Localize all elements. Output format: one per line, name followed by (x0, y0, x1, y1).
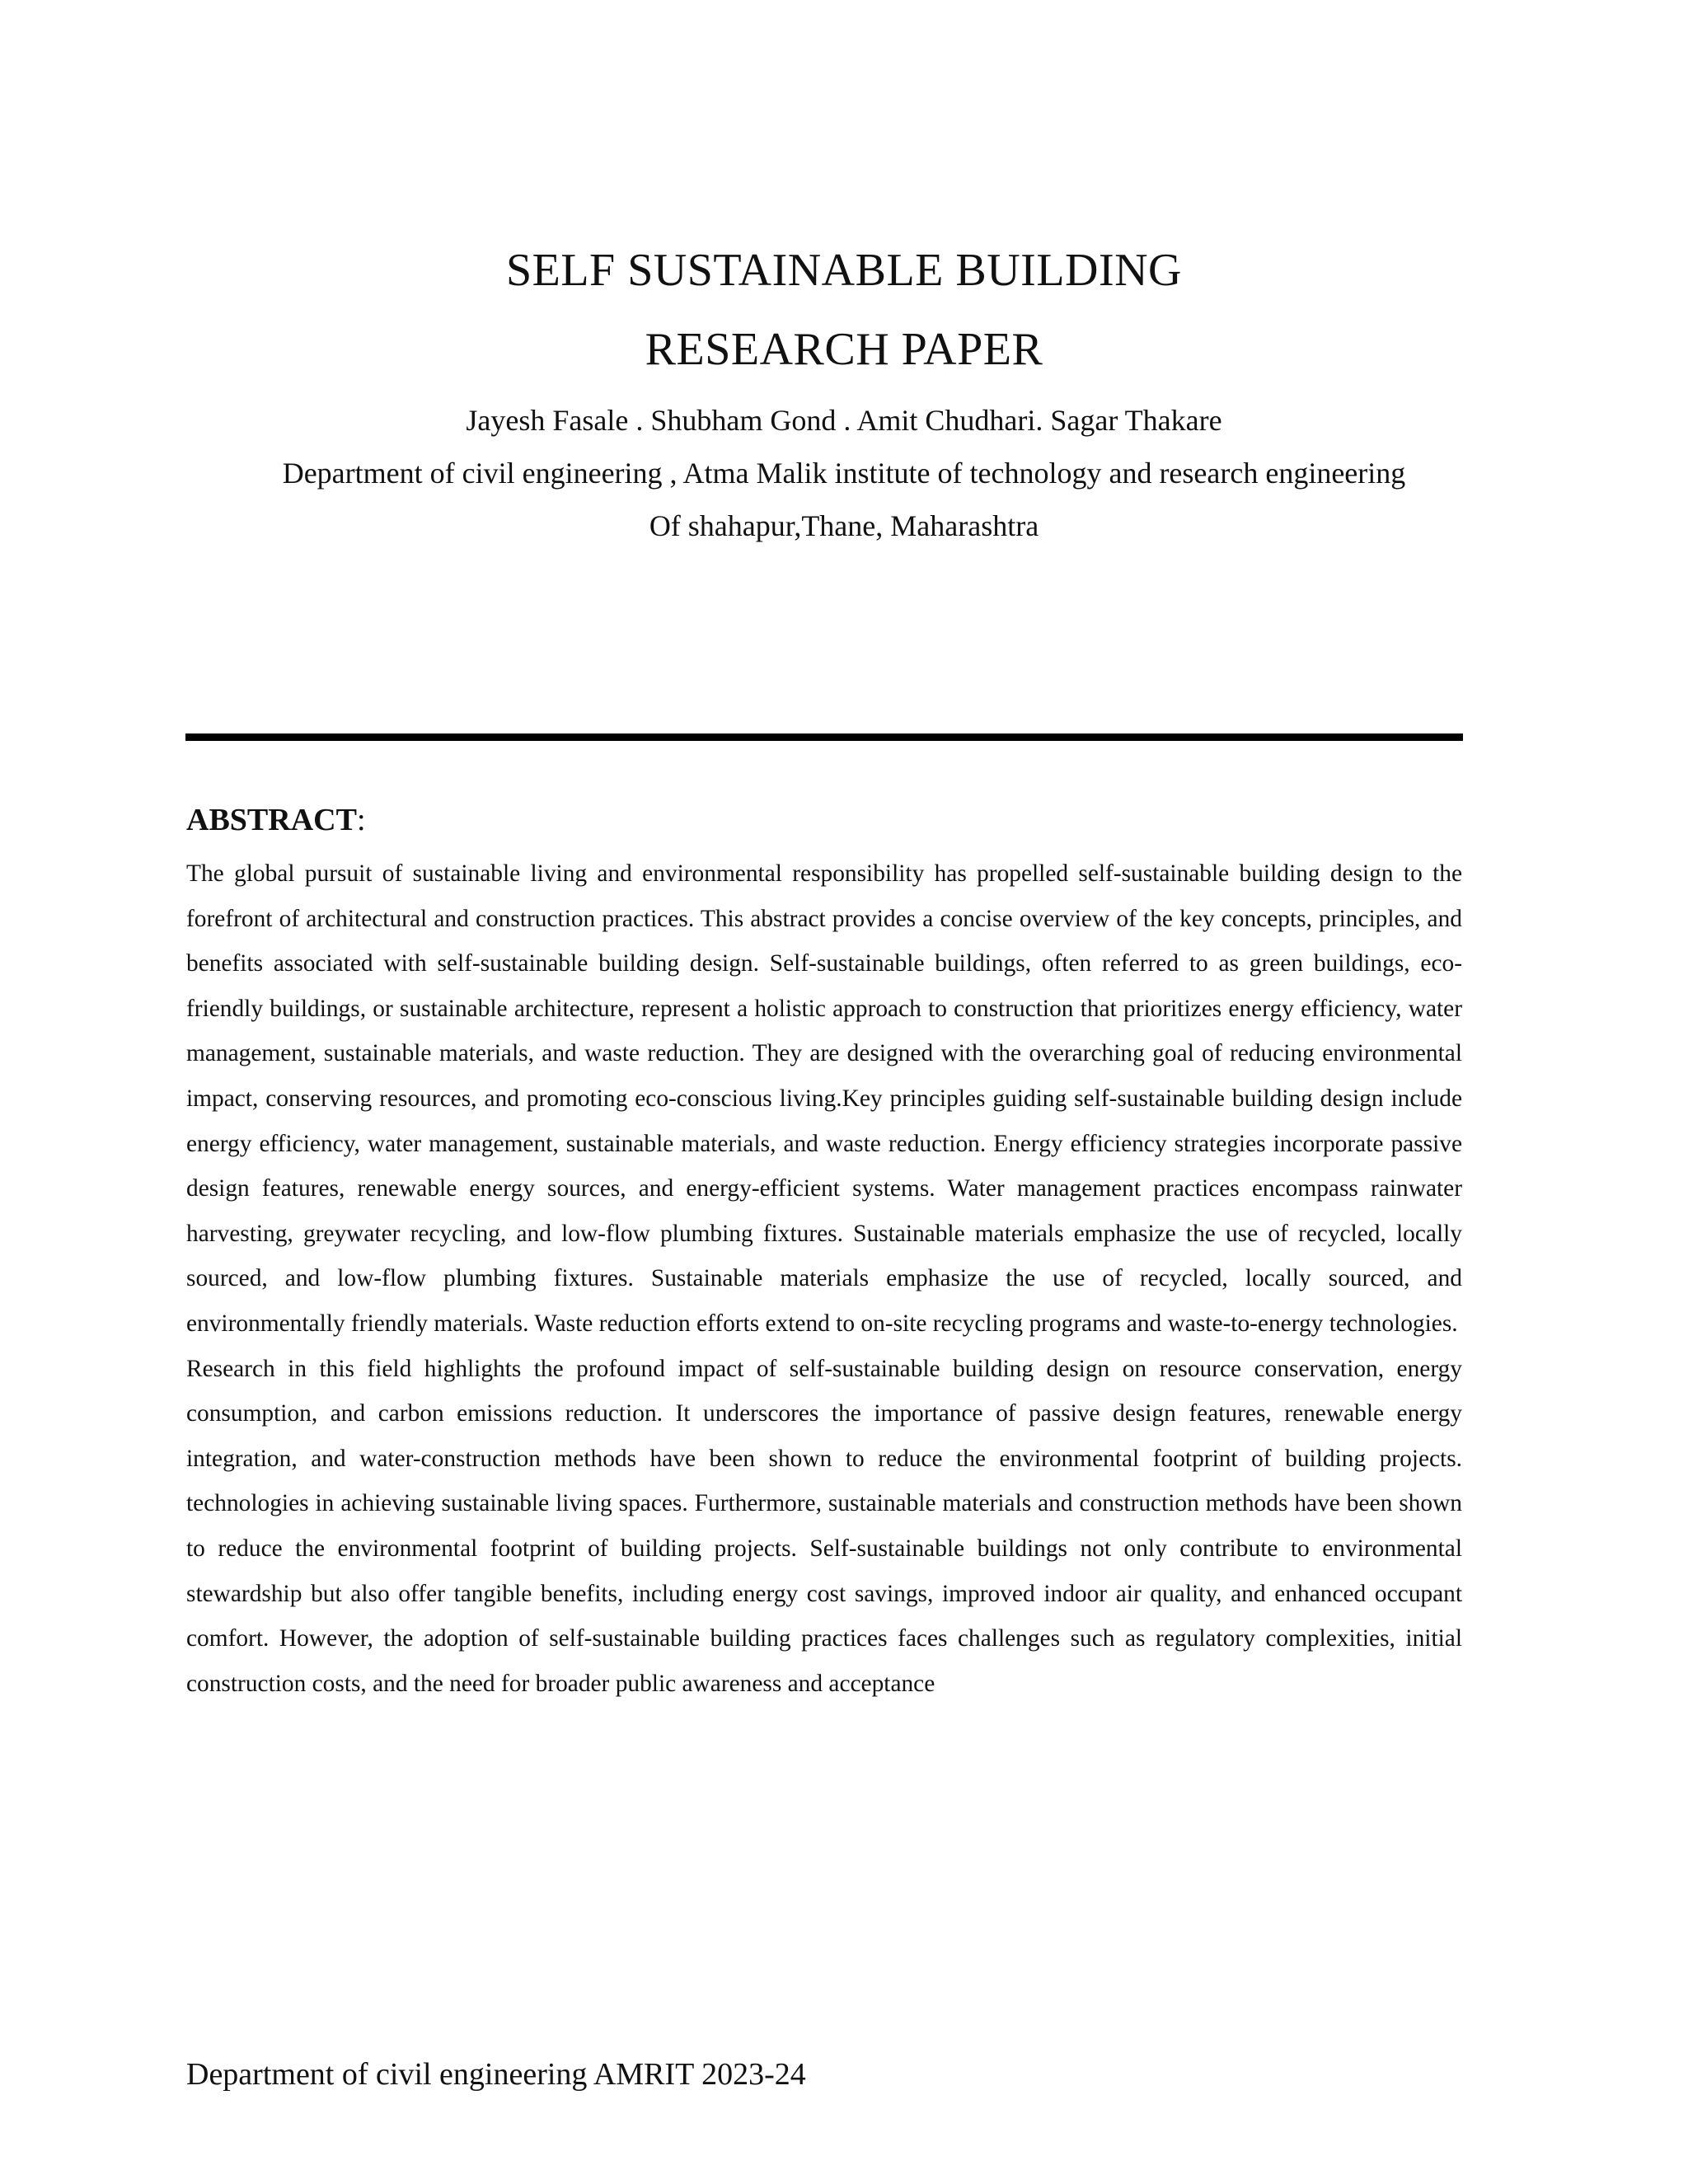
page-footer: Department of civil engineering AMRIT 2023-24 (186, 2057, 806, 2092)
section-divider (185, 733, 1463, 741)
abstract-paragraph-2: Research in this field highlights the profound impact of self-sustainable building design on resource conservation, energy consumption, and carbon emissions reduction. It underscores the importance of passive design features, renewable energy integration, and water-construction methods have been shown to reduce the environmental footprint of building projects. technologies in achieving sustainable living spaces. Furthermore, sustainable materials and construction methods have been shown to reduce the environmental footprint of building projects. Self-sustainable buildings not only contribute to environmental stewardship but also offer tangible benefits, including energy cost savings, improved indoor air quality, and enhanced occupant comfort. However, the adoption of self-sustainable building practices faces challenges such as regulatory complexities, initial construction costs, and the need for broader public awareness and acceptance (186, 1355, 1462, 1697)
title-line-2: RESEARCH PAPER (645, 324, 1043, 375)
abstract-heading (186, 797, 366, 843)
author-location: Of shahapur,Thane, Maharashtra (649, 509, 1039, 542)
abstract-heading-colon: : (356, 803, 366, 837)
abstract-paragraph-1: The global pursuit of sustainable living and environmental responsibility has propelled self-sustainable building design to the forefront of architectural and construction practices. This abstract provides a concise overview of the key concepts, principles, and benefits associated with self-sustainable building design. Self-sustainable buildings, often referred to as green buildings, eco-friendly buildings, or sustainable architecture, represent a holistic approach to construction that prioritizes energy efficiency, water management, sustainable materials, and waste reduction. They are designed with the overarching goal of reducing environmental impact, conserving resources, and promoting eco-conscious living.Key principles guiding self-sustainable building design include energy efficiency, water management, sustainable materials, and waste reduction. Energy efficiency strategies incorporate passive design features, renewable energy sources, and energy-efficient systems. Water management practices encompass rainwater harvesting, greywater recycling, and low-flow plumbing fixtures. Sustainable materials emphasize the use of recycled, locally sourced, and low-flow plumbing fixtures. Sustainable materials emphasize the use of recycled, locally sourced, and environmentally friendly materials. Waste reduction efforts extend to on-site recycling programs and waste-to-energy technologies. (186, 860, 1462, 1337)
author-names: Jayesh Fasale . Shubham Gond . Amit Chudhari. Sagar Thakare (466, 404, 1222, 437)
abstract-heading-label: ABSTRACT (186, 803, 357, 837)
author-affiliation: Department of civil engineering , Atma Malik institute of technology and research engineering (282, 457, 1406, 490)
abstract-body (186, 851, 1462, 1706)
author-block (0, 394, 1688, 552)
paper-title (0, 231, 1688, 389)
title-line-1: SELF SUSTAINABLE BUILDING (505, 245, 1182, 296)
